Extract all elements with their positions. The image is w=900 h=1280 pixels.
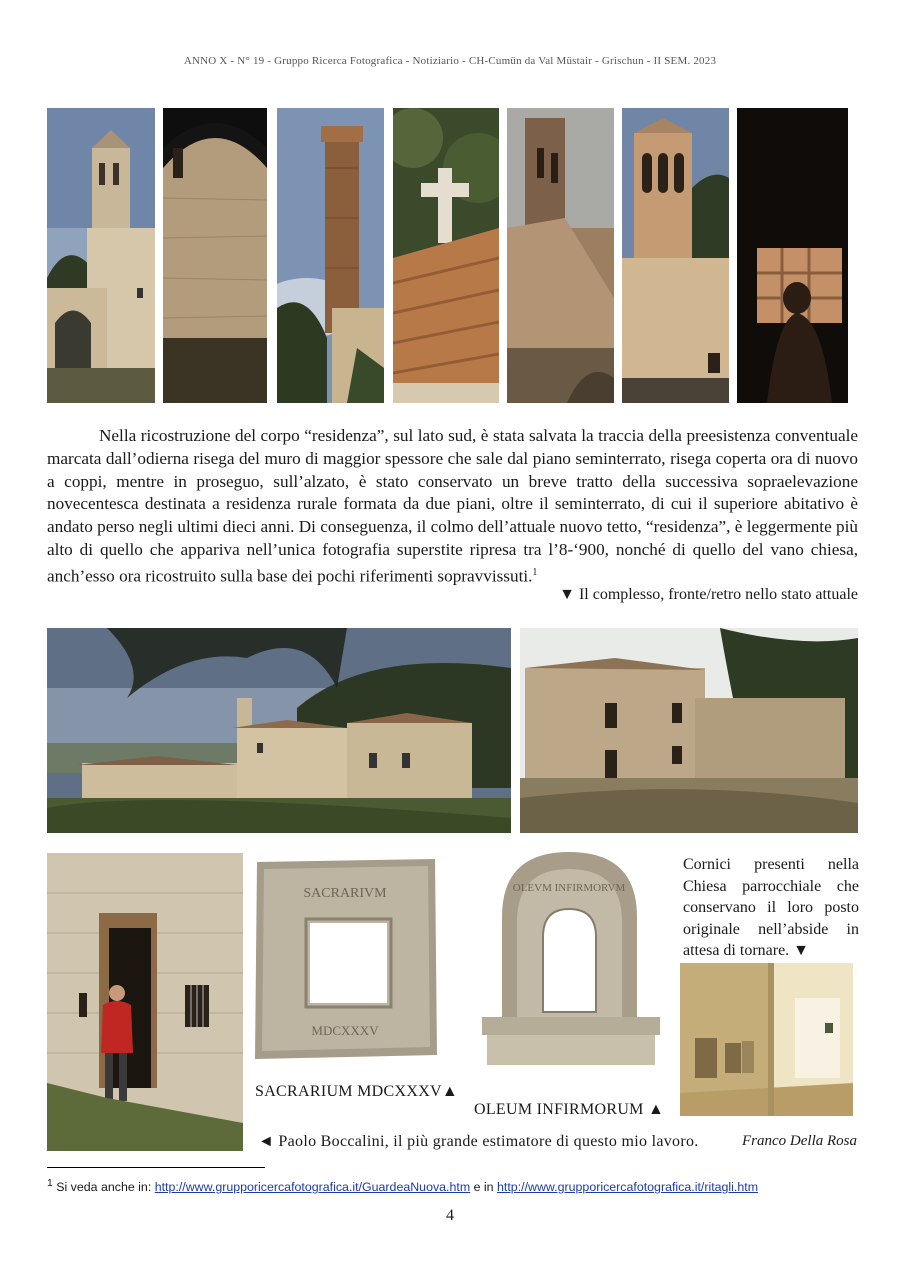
oleum-frame-photo (477, 847, 662, 1072)
bell-tower-photo (47, 108, 155, 403)
sacrarium-frame-photo (252, 857, 439, 1062)
oleum-caption: OLEUM INFIRMORUM ▲ (474, 1101, 665, 1118)
page-number: 4 (446, 1207, 454, 1224)
complex-front-photo (47, 628, 511, 833)
sacrarium-caption: SACRARIUM MDCXXXV▲ (255, 1083, 459, 1100)
tower-wall-photo (507, 108, 614, 403)
church-interior-photo (680, 963, 853, 1116)
footnote-number: 1 (47, 1178, 53, 1189)
complex-back-photo (520, 628, 858, 833)
author-signature: Franco Della Rosa (742, 1133, 857, 1149)
footnote-link-ritagli[interactable]: http://www.grupporicercafotografica.it/ritagli.htm (497, 1180, 759, 1195)
svg-text:SACRARIVM: SACRARIVM (303, 886, 387, 901)
body-paragraph (47, 425, 858, 588)
svg-text:MDCXXXV: MDCXXXV (311, 1023, 379, 1038)
complesso-caption: ▼ Il complesso, fronte/retro nello stato attuale (559, 586, 858, 603)
footnote (47, 1178, 877, 1194)
cornici-caption: Cornici presenti nella Chiesa parrocchiale che conservano il loro posto originale nell’abside in attesa di tornare. ▼ (683, 856, 859, 959)
footnote-text-before: Si veda anche in: (56, 1180, 155, 1195)
bell-tower-front-photo (622, 108, 729, 403)
footnote-link-guardeanuova[interactable]: http://www.grupporicercafotografica.it/GuardeaNuova.htm (154, 1180, 471, 1195)
stone-wall-photo (163, 108, 267, 403)
footnote-rule (47, 1167, 265, 1168)
stone-cross-roof-photo (393, 108, 499, 403)
page-header: ANNO X - N° 19 - Gruppo Ricerca Fotografica - Notiziario - CH-Cumün da Val Müstair - Grischun - II SEM. 2023 (183, 55, 717, 67)
paolo-caption: ◄ Paolo Boccalini, il più grande estimatore di questo mio lavoro. (258, 1133, 699, 1150)
paolo-boccalini-photo (47, 853, 243, 1151)
footnote-ref[interactable]: 1 (532, 566, 538, 578)
tall-chimney-photo (277, 108, 384, 403)
footnote-text-mid: e in (470, 1180, 498, 1195)
body-text: Nella ricostruzione del corpo “residenza”, sul lato sud, è stata salvata la traccia della preesistenza conventuale marcata dall’odierna risega del muro di maggior spessore che sale dal piano seminterrato, risega coperta ora di nuovo a coppi, mentre in proseguo, sull’alzato, è stato conservato un breve tratto della successiva sopraelevazione novecentesca destinata a residenza rurale formata da due piani, oltre il seminterrato, di cui il superiore abitativo è andato perso negli ultimi dieci anni. Di conseguenza, il colmo dell’attuale nuovo tetto, “residenza”, è leggermente più alto di quello che appariva nell’unica fotografia superstite ripresa tra l’8-‘900, nonché di quello del vano chiesa, anch’esso ora ricostruito sulla base dei pochi riferimenti sopravvissuti. (47, 426, 858, 586)
svg-text:OLEVM INFIRMORVM: OLEVM INFIRMORVM (512, 882, 626, 894)
shadow-window-photo (737, 108, 848, 403)
